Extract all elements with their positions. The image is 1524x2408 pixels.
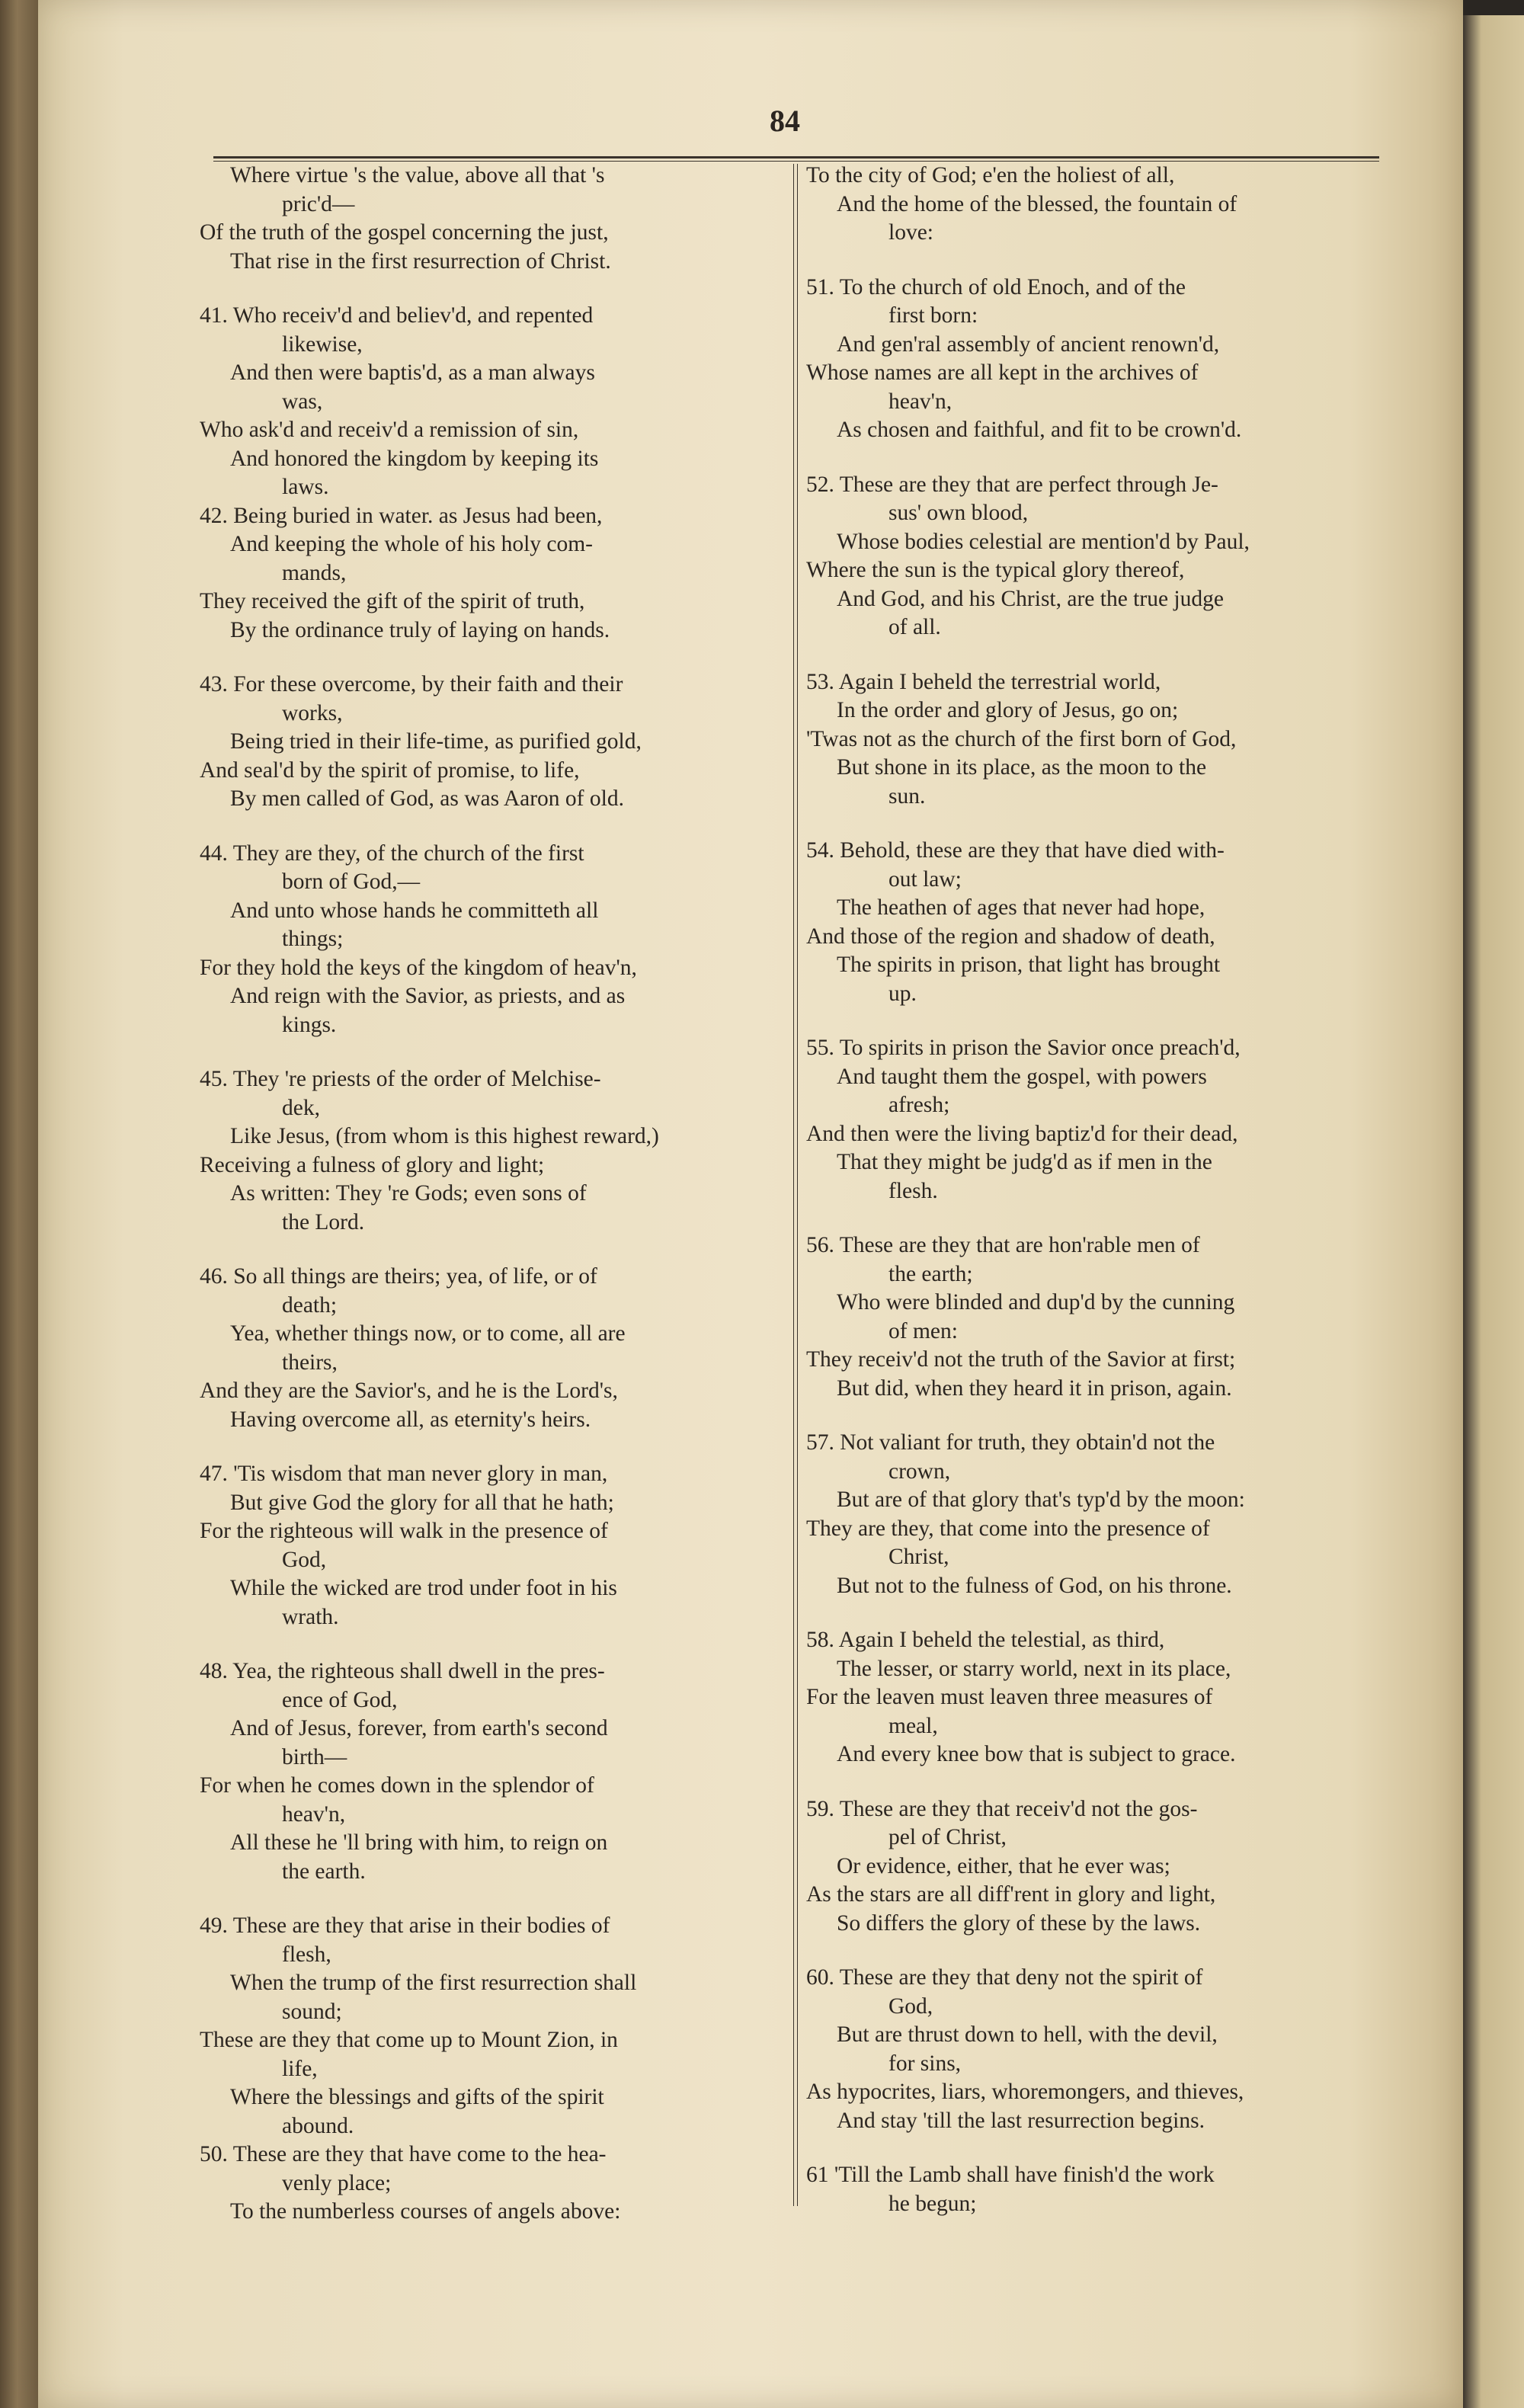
verse-line: 48. Yea, the righteous shall dwell in the pres- <box>200 1659 605 1683</box>
verse-line: Like Jesus, (from whom is this highest reward,) <box>230 1124 659 1148</box>
verse-line: 45. They 're priests of the order of Melchise- <box>200 1067 601 1091</box>
verse-line: When the trump of the first resurrection shall <box>230 1971 637 1995</box>
verse-line: In the order and glory of Jesus, go on; <box>837 698 1179 722</box>
verse-line: 57. Not valiant for truth, they obtain'd not the <box>806 1430 1215 1455</box>
verse-line: And unto whose hands he committeth all <box>230 898 599 923</box>
stanza-gap <box>806 811 1393 837</box>
verse-line: sun. <box>888 783 926 809</box>
verse-line: Who ask'd and receiv'd a remission of sin, <box>200 418 579 442</box>
verse-line: By the ordinance truly of laying on hands. <box>230 617 610 642</box>
verse-line: works, <box>282 700 343 725</box>
verse-line: But are thrust down to hell, with the devil, <box>837 2022 1218 2047</box>
verse-line: And the home of the blessed, the fountain of <box>837 191 1237 216</box>
verse-line: To the city of God; e'en the holiest of all, <box>806 163 1175 187</box>
verse-line: Having overcome all, as eternity's heirs. <box>230 1407 591 1432</box>
page-number: 84 <box>770 104 800 138</box>
verse-line: 47. 'Tis wisdom that man never glory in man, <box>200 1462 608 1486</box>
verse-line: laws. <box>282 475 329 499</box>
stanza-gap <box>200 814 786 840</box>
header-rule <box>213 156 1379 162</box>
stanza-gap <box>806 1769 1393 1795</box>
verse-line: As chosen and faithful, and fit to be crown'd. <box>837 418 1242 442</box>
verse-line: things; <box>282 927 344 951</box>
verse-line: wrath. <box>282 1604 339 1629</box>
verse-line: For they hold the keys of the kingdom of heav'n, <box>200 955 637 980</box>
verse-line: God, <box>888 1993 933 2019</box>
verse-line: For when he comes down in the splendor of <box>200 1773 594 1798</box>
verse-line: life, <box>282 2056 318 2081</box>
verse-line: They are they, that come into the presence of <box>806 1516 1210 1541</box>
verse-line: To the numberless courses of angels above: <box>230 2199 621 2224</box>
verse-line: 46. So all things are theirs; yea, of life, or of <box>200 1264 597 1289</box>
verse-line: sus' own blood, <box>888 501 1029 525</box>
verse-line: 49. These are they that arise in their bodies of <box>200 1913 610 1938</box>
verse-line: And then were baptis'd, as a man always <box>230 360 595 385</box>
verse-line: That they might be judg'd as if men in the <box>837 1150 1212 1174</box>
verse-line: Whose bodies celestial are mention'd by Paul, <box>837 529 1250 554</box>
stanza-gap <box>806 2135 1393 2161</box>
verse-line: Receiving a fulness of glory and light; <box>200 1152 545 1177</box>
stanza-gap <box>200 1039 786 1065</box>
verse-line: But did, when they heard it in prison, again. <box>837 1375 1232 1401</box>
verse-line: he begun; <box>888 2191 977 2216</box>
verse-line: God, <box>282 1547 327 1572</box>
stanza-gap <box>806 1206 1393 1231</box>
verse-line: For the leaven must leaven three measures of <box>806 1685 1213 1709</box>
verse-line: They receiv'd not the truth of the Savior at first; <box>806 1347 1236 1372</box>
verse-line: love: <box>888 220 933 245</box>
verse-line: Where the sun is the typical glory thereof, <box>806 558 1185 582</box>
verse-line: As written: They 're Gods; even sons of <box>230 1181 587 1206</box>
stanza-gap <box>806 445 1393 471</box>
verse-line: Where virtue 's the value, above all that 's <box>230 163 605 187</box>
verse-line: heav'n, <box>888 389 952 414</box>
right-column <box>806 162 1393 2218</box>
verse-line: And reign with the Savior, as priests, and as <box>230 984 626 1008</box>
verse-line: While the wicked are trod under foot in his <box>230 1576 617 1600</box>
verse-line: But are of that glory that's typ'd by the moon: <box>837 1487 1245 1512</box>
verse-line: 53. Again I beheld the terrestrial world, <box>806 669 1161 694</box>
verse-line: of men: <box>888 1318 958 1343</box>
verse-line: But shone in its place, as the moon to the <box>837 755 1207 780</box>
verse-line: for sins, <box>888 2051 962 2076</box>
verse-line: the earth; <box>888 1261 973 1286</box>
stanza-gap <box>200 276 786 302</box>
verse-line: flesh. <box>888 1178 938 1203</box>
verse-line: For the righteous will walk in the presence of <box>200 1519 608 1543</box>
stanza-gap <box>200 1886 786 1912</box>
verse-line: Who were blinded and dup'd by the cunning <box>837 1290 1235 1314</box>
verse-line: And gen'ral assembly of ancient renown'd, <box>837 331 1220 357</box>
verse-line: By men called of God, as was Aaron of old. <box>230 786 624 811</box>
stanza-gap <box>806 642 1393 668</box>
verse-line: 61 'Till the Lamb shall have finish'd the work <box>806 2163 1215 2187</box>
facing-page-edge <box>1463 15 1524 2408</box>
verse-line: These are they that come up to Mount Zion, in <box>200 2028 618 2052</box>
verse-line: pric'd— <box>282 191 355 216</box>
verse-line: Or evidence, either, that he ever was; <box>837 1853 1170 1878</box>
verse-line: likewise, <box>282 331 363 357</box>
verse-line: flesh, <box>282 1942 331 1967</box>
verse-line: 51. To the church of old Enoch, and of the <box>806 274 1186 299</box>
verse-line: ence of God, <box>282 1687 398 1712</box>
verse-line: As the stars are all diff'rent in glory and light, <box>806 1882 1216 1907</box>
verse-line: born of God,— <box>282 869 421 894</box>
verse-line: mands, <box>282 560 347 585</box>
verse-line: But not to the fulness of God, on his throne. <box>837 1573 1232 1598</box>
verse-line: They received the gift of the spirit of truth, <box>200 589 585 613</box>
verse-line: pel of Christ, <box>888 1825 1007 1849</box>
verse-line: of all. <box>888 615 941 639</box>
verse-line: crown, <box>888 1459 951 1484</box>
stanza-gap <box>200 1631 786 1657</box>
verse-line: 60. These are they that deny not the spirit of <box>806 1965 1203 1990</box>
verse-line: 42. Being buried in water. as Jesus had been, <box>200 503 603 528</box>
stanza-gap <box>806 1600 1393 1626</box>
verse-line: the Lord. <box>282 1209 365 1234</box>
verse-line: Whose names are all kept in the archives of <box>806 360 1199 385</box>
verse-line: the earth. <box>282 1859 366 1884</box>
verse-line: Of the truth of the gospel concerning the just, <box>200 220 609 245</box>
verse-line: abound. <box>282 2113 354 2138</box>
stanza-gap <box>200 1434 786 1460</box>
verse-line: And they are the Savior's, and he is the Lord's, <box>200 1379 618 1403</box>
verse-line: up. <box>888 981 917 1006</box>
verse-line: And taught them the gospel, with powers <box>837 1064 1207 1089</box>
verse-line: And keeping the whole of his holy com- <box>230 532 594 556</box>
verse-line: 56. These are they that are hon'rable men of <box>806 1233 1200 1257</box>
verse-line: heav'n, <box>282 1801 346 1827</box>
verse-line: The lesser, or starry world, next in its place, <box>837 1656 1231 1681</box>
verse-line: And seal'd by the spirit of promise, to life, <box>200 757 580 783</box>
verse-line: birth— <box>282 1744 347 1769</box>
verse-line: 'Twas not as the church of the first born of God, <box>806 726 1237 751</box>
verse-line: And honored the kingdom by keeping its <box>230 446 599 471</box>
stanza-gap <box>806 1403 1393 1429</box>
verse-line: 43. For these overcome, by their faith and their <box>200 672 623 696</box>
verse-line: Christ, <box>888 1545 949 1569</box>
verse-line: All these he 'll bring with him, to reign on <box>230 1830 608 1855</box>
verse-line: first born: <box>888 303 978 328</box>
verse-line: And those of the region and shadow of death, <box>806 924 1215 949</box>
stanza-gap <box>806 1938 1393 1964</box>
verse-line: As hypocrites, liars, whoremongers, and thieves, <box>806 2080 1244 2104</box>
verse-line: 59. These are they that receiv'd not the gos- <box>806 1796 1198 1821</box>
verse-line: 58. Again I beheld the telestial, as third, <box>806 1628 1165 1652</box>
verse-line: Where the blessings and gifts of the spirit <box>230 2085 604 2109</box>
verse-line: theirs, <box>282 1350 338 1375</box>
verse-line: kings. <box>282 1012 337 1037</box>
verse-line: And stay 'till the last resurrection begins. <box>837 2108 1205 2133</box>
verse-line: venly place; <box>282 2170 392 2195</box>
verse-line: out law; <box>888 866 962 892</box>
verse-line: And then were the living baptiz'd for their dead, <box>806 1121 1238 1146</box>
verse-line: And God, and his Christ, are the true judge <box>837 586 1224 611</box>
verse-line: But give God the glory for all that he hath; <box>230 1490 614 1515</box>
verse-line: Being tried in their life-time, as purified gold, <box>230 729 642 754</box>
verse-line: 50. These are they that have come to the hea- <box>200 2142 607 2166</box>
stanza-gap <box>806 248 1393 274</box>
stanza-gap <box>200 645 786 671</box>
verse-line: And of Jesus, forever, from earth's second <box>230 1716 608 1740</box>
verse-line: 44. They are they, of the church of the first <box>200 841 584 866</box>
verse-line: 52. These are they that are perfect through Je- <box>806 472 1218 497</box>
verse-line: was, <box>282 389 323 414</box>
verse-line: And every knee bow that is subject to grace. <box>837 1742 1236 1766</box>
stanza-gap <box>806 1008 1393 1034</box>
verse-line: afresh; <box>888 1093 950 1117</box>
verse-line: 54. Behold, these are they that have died with- <box>806 838 1225 863</box>
stanza-gap <box>200 1237 786 1263</box>
verse-line: sound; <box>282 1999 342 2024</box>
verse-line: dek, <box>282 1095 320 1120</box>
verse-line: The heathen of ages that never had hope, <box>837 895 1205 920</box>
verse-line: The spirits in prison, that light has brought <box>837 953 1221 977</box>
verse-line: That rise in the first resurrection of Christ. <box>230 248 611 274</box>
column-divider <box>793 164 798 2206</box>
verse-line: meal, <box>888 1713 938 1738</box>
verse-line: 41. Who receiv'd and believ'd, and repented <box>200 303 594 328</box>
left-column <box>200 162 786 2227</box>
book-spine <box>0 0 38 2408</box>
verse-line: So differs the glory of these by the laws. <box>837 1910 1201 1936</box>
verse-line: 55. To spirits in prison the Savior once preach'd, <box>806 1036 1241 1060</box>
verse-line: Yea, whether things now, or to come, all are <box>230 1321 626 1346</box>
verse-line: death; <box>282 1292 338 1318</box>
